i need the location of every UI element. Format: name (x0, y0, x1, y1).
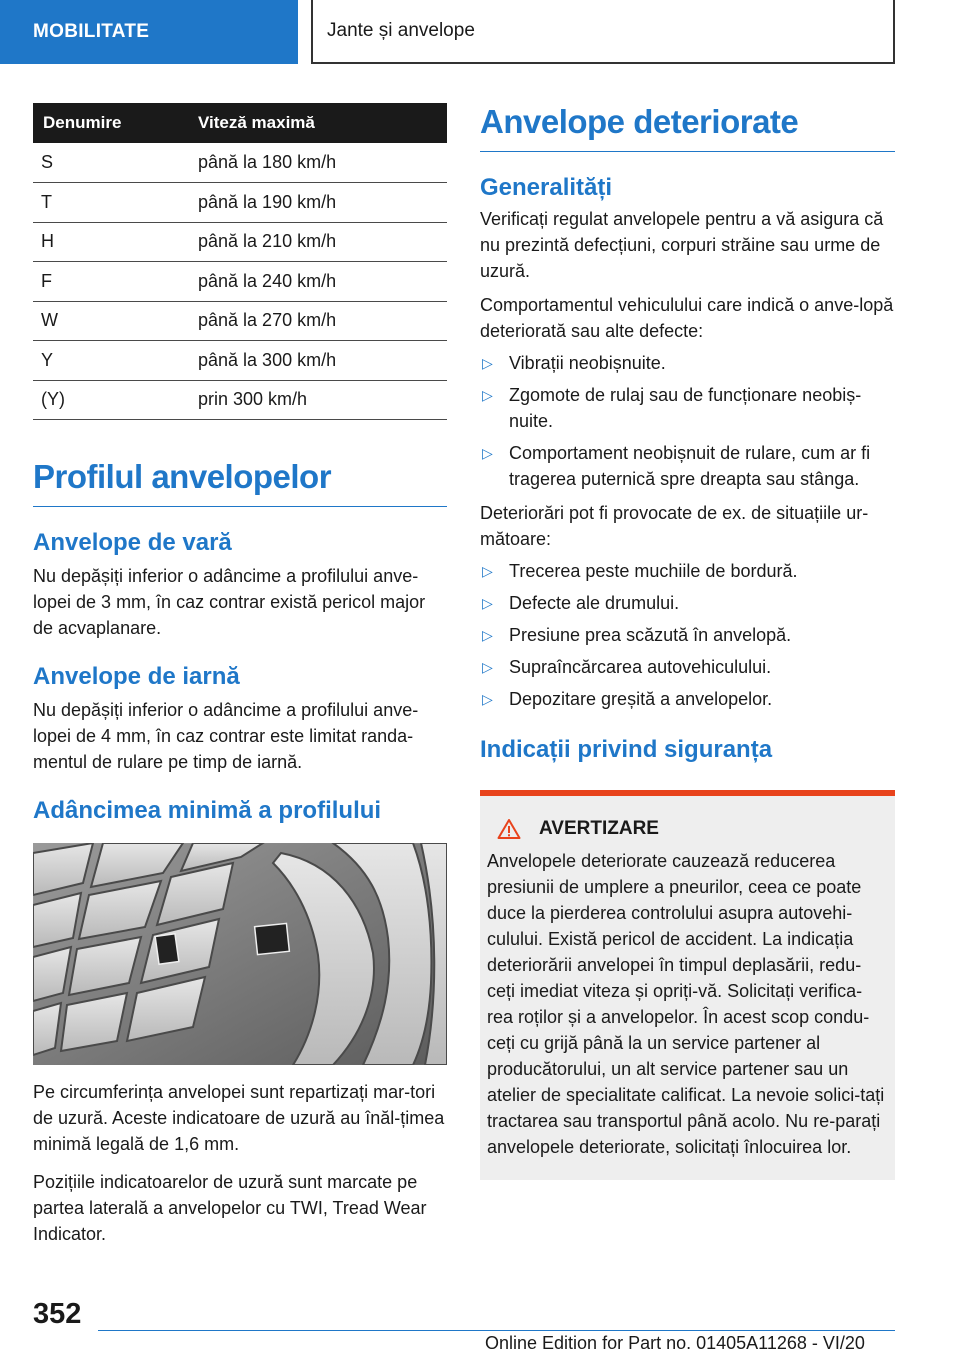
warning-triangle-icon (497, 818, 521, 840)
summer-tires-text: Nu depășiți inferior o adâncime a profilului anve-lopei de 3 mm, în caz contrar există pericol major de acvaplanare. (33, 566, 426, 638)
right-column (480, 103, 895, 1180)
winter-tires-text: Nu depășiți inferior o adâncime a profilului anve-lopei de 4 mm, în caz contrar este limitat randa-mentul de rulare pe timp de iarnă. (33, 700, 419, 772)
table-cell: până la 210 km/h (198, 222, 447, 262)
warning-header (487, 818, 887, 840)
bullet-triangle-icon: ▷ (482, 659, 493, 675)
damage-intro: Deteriorări pot fi provocate de ex. de situațiile ur-mătoare: (480, 503, 869, 549)
table-cell: S (33, 143, 198, 183)
footer-edition: Online Edition for Part no. 01405A11268 - VI/20 (485, 1333, 865, 1353)
warning-text: Anvelopele deteriorate cauzează reducerea presiunii de umplere a pneurilor, ceea ce poate duce la pierderea controlului asupra autovehi-culului. Există pericol de accident. La indicația deteriorării anvelopei în timpul deplasării, redu-ceți imediat viteza și opriți-vă. Solicitați verifica-rea roților și a anvelopelor. În acest scop condu-ceți cu grijă până la un service partener al producătorului, un alt service partener sau un atelier de specialitate calificat. La nevoie solici-tați tractarea sau transportul până acolo. Nu re-parați anvelopele deteriorate, solicitați înlocuirea lor. (487, 851, 885, 1157)
bullet-triangle-icon: ▷ (482, 691, 493, 707)
table-row (33, 222, 447, 262)
table-cell: prin 300 km/h (198, 380, 447, 420)
bullet-triangle-icon: ▷ (482, 627, 493, 643)
bullet-triangle-icon: ▷ (482, 387, 493, 403)
table-row (33, 183, 447, 223)
table-row (33, 380, 447, 420)
section-heading-tread: Profilul anvelopelor (33, 458, 447, 507)
speed-rating-table (33, 103, 447, 420)
tread-indicator-text: Pe circumferința anvelopei sunt repartizați mar-tori de uzură. Aceste indicatoare de uzură au înăl-țimea minimă legală de 1,6 mm. (33, 1082, 445, 1154)
twi-text: Pozițiile indicatoarelor de uzură sunt marcate pe partea laterală a anvelopelor cu TWI, Tread Wear Indicator. (33, 1172, 427, 1244)
bullet-triangle-icon: ▷ (482, 355, 493, 371)
table-cell: F (33, 262, 198, 302)
bullet-triangle-icon: ▷ (482, 445, 493, 461)
table-cell: până la 240 km/h (198, 262, 447, 302)
table-row (33, 262, 447, 302)
table-header-row (33, 103, 447, 143)
bullet-triangle-icon: ▷ (482, 563, 493, 579)
behaviour-list (480, 350, 895, 492)
table-cell: (Y) (33, 380, 198, 420)
table-row (33, 341, 447, 381)
list-item: ▷ Vibrații neobișnuite. (480, 350, 895, 376)
chapter-title: Jante și anvelope (311, 0, 895, 64)
table-cell: până la 180 km/h (198, 143, 447, 183)
warning-label: AVERTIZARE (539, 818, 659, 839)
table-cell: T (33, 183, 198, 223)
tread-wear-indicator-image (33, 843, 447, 1065)
list-item: ▷ Comportament neobișnuit de rulare, cum ar fi tragerea puternică spre dreapta sau stânga. (480, 440, 895, 492)
table-cell: până la 190 km/h (198, 183, 447, 223)
table-cell: W (33, 301, 198, 341)
table-cell: H (33, 222, 198, 262)
general-text: Verificați regulat anvelopele pentru a vă asigura că nu prezintă defecțiuni, corpuri străine sau urme de uzură. (480, 209, 884, 281)
footer-divider (98, 1330, 895, 1331)
warning-box (480, 790, 895, 1180)
behaviour-intro: Comportamentul vehiculului care indică o anve-lopă deteriorată sau alte defecte: (480, 295, 894, 341)
table-cell: până la 270 km/h (198, 301, 447, 341)
subheading-safety: Indicații privind siguranța (480, 736, 773, 763)
subheading-general: Generalități (480, 174, 613, 201)
table-row (33, 143, 447, 183)
subheading-summer-tires: Anvelope de vară (33, 529, 232, 556)
section-tab: MOBILITATE (0, 0, 298, 64)
column-header: Denumire (33, 103, 198, 143)
list-item: ▷ Defecte ale drumului. (480, 590, 895, 616)
list-item: ▷ Depozitare greșită a anvelopelor. (480, 686, 895, 712)
list-item: ▷ Supraîncărcarea autovehiculului. (480, 654, 895, 680)
page-number: 352 (33, 1298, 82, 1330)
subheading-minimum-tread: Adâncimea minimă a profilului (33, 797, 382, 824)
list-item: ▷ Presiune prea scăzută în anvelopă. (480, 622, 895, 648)
list-item: ▷ Zgomote de rulaj sau de funcționare neobiș-nuite. (480, 382, 895, 434)
column-header: Viteză maximă (198, 103, 447, 143)
bullet-triangle-icon: ▷ (482, 595, 493, 611)
table-cell: Y (33, 341, 198, 381)
left-column (33, 103, 447, 1247)
damage-causes-list (480, 558, 895, 712)
subheading-winter-tires: Anvelope de iarnă (33, 663, 240, 690)
list-item: ▷ Trecerea peste muchiile de bordură. (480, 558, 895, 584)
section-heading-damaged-tires: Anvelope deteriorate (480, 103, 895, 152)
table-cell: până la 300 km/h (198, 341, 447, 381)
table-row (33, 301, 447, 341)
